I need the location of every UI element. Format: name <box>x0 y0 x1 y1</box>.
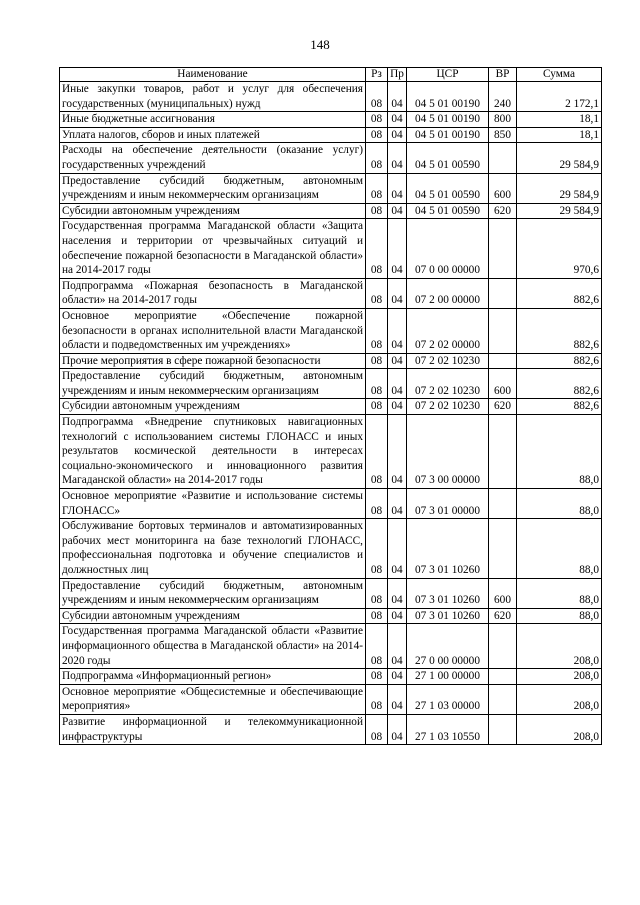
cell-rz: 08 <box>366 578 388 608</box>
cell-csr: 04 5 01 00590 <box>407 203 489 219</box>
cell-rz: 08 <box>366 624 388 669</box>
table-row <box>60 608 602 624</box>
table-row <box>60 578 602 608</box>
header-vr: ВР <box>489 68 517 82</box>
cell-vr: 600 <box>489 369 517 399</box>
cell-pr: 04 <box>388 278 407 308</box>
cell-rz: 08 <box>366 278 388 308</box>
cell-rz: 08 <box>366 415 388 489</box>
table-row <box>60 353 602 369</box>
cell-csr: 04 5 01 00590 <box>407 143 489 173</box>
table-row <box>60 369 602 399</box>
header-csr: ЦСР <box>407 68 489 82</box>
cell-csr: 07 3 01 10260 <box>407 519 489 578</box>
cell-rz: 08 <box>366 399 388 415</box>
cell-csr: 27 1 03 00000 <box>407 684 489 714</box>
table-row <box>60 415 602 489</box>
cell-csr: 07 2 02 10230 <box>407 399 489 415</box>
cell-name: Развитие информационной и телекоммуникационной инфраструктуры <box>60 714 366 744</box>
cell-rz: 08 <box>366 219 388 278</box>
cell-sum: 2 172,1 <box>517 82 602 112</box>
cell-vr <box>489 489 517 519</box>
cell-rz: 08 <box>366 489 388 519</box>
cell-pr: 04 <box>388 219 407 278</box>
cell-rz: 08 <box>366 369 388 399</box>
cell-vr: 620 <box>489 608 517 624</box>
cell-name: Прочие мероприятия в сфере пожарной безопасности <box>60 353 366 369</box>
cell-sum: 882,6 <box>517 308 602 353</box>
cell-rz: 08 <box>366 519 388 578</box>
cell-csr: 27 1 03 10550 <box>407 714 489 744</box>
cell-rz: 08 <box>366 82 388 112</box>
cell-csr: 04 5 01 00590 <box>407 173 489 203</box>
header-name: Наименование <box>60 68 366 82</box>
cell-sum: 208,0 <box>517 669 602 685</box>
cell-vr: 240 <box>489 82 517 112</box>
cell-sum: 88,0 <box>517 519 602 578</box>
table-row <box>60 143 602 173</box>
cell-vr: 850 <box>489 127 517 143</box>
cell-pr: 04 <box>388 578 407 608</box>
cell-pr: 04 <box>388 489 407 519</box>
cell-name: Уплата налогов, сборов и иных платежей <box>60 127 366 143</box>
cell-vr: 620 <box>489 203 517 219</box>
cell-rz: 08 <box>366 353 388 369</box>
table-row <box>60 173 602 203</box>
cell-csr: 07 0 00 00000 <box>407 219 489 278</box>
cell-sum: 29 584,9 <box>517 203 602 219</box>
cell-vr <box>489 353 517 369</box>
cell-vr <box>489 684 517 714</box>
cell-name: Субсидии автономным учреждениям <box>60 203 366 219</box>
cell-name: Предоставление субсидий бюджетным, автономным учреждениям и иным некоммерческим организациям <box>60 173 366 203</box>
table-header-row <box>60 68 602 82</box>
cell-vr <box>489 624 517 669</box>
cell-sum: 29 584,9 <box>517 143 602 173</box>
cell-pr: 04 <box>388 353 407 369</box>
cell-sum: 882,6 <box>517 399 602 415</box>
cell-sum: 882,6 <box>517 278 602 308</box>
cell-name: Основное мероприятие «Общесистемные и обеспечивающие мероприятия» <box>60 684 366 714</box>
page-number: 148 <box>310 37 330 52</box>
cell-vr <box>489 519 517 578</box>
cell-csr: 07 2 02 10230 <box>407 353 489 369</box>
cell-name: Предоставление субсидий бюджетным, автономным учреждениям и иным некоммерческим организациям <box>60 369 366 399</box>
cell-rz: 08 <box>366 173 388 203</box>
cell-csr: 07 3 00 00000 <box>407 415 489 489</box>
cell-sum: 882,6 <box>517 353 602 369</box>
cell-pr: 04 <box>388 608 407 624</box>
cell-vr: 600 <box>489 578 517 608</box>
cell-name: Государственная программа Магаданской области «Развитие информационного общества в Магаданской области» на 2014-2020 годы <box>60 624 366 669</box>
cell-sum: 970,6 <box>517 219 602 278</box>
table-row <box>60 127 602 143</box>
header-pr: Пр <box>388 68 407 82</box>
cell-rz: 08 <box>366 112 388 128</box>
cell-csr: 07 2 02 10230 <box>407 369 489 399</box>
cell-pr: 04 <box>388 112 407 128</box>
cell-pr: 04 <box>388 714 407 744</box>
table-row <box>60 684 602 714</box>
cell-sum: 88,0 <box>517 489 602 519</box>
cell-name: Расходы на обеспечение деятельности (оказание услуг) государственных учреждений <box>60 143 366 173</box>
cell-name: Основное мероприятие «Развитие и использование системы ГЛОНАСС» <box>60 489 366 519</box>
cell-name: Иные бюджетные ассигнования <box>60 112 366 128</box>
cell-name: Предоставление субсидий бюджетным, автономным учреждениям и иным некоммерческим организациям <box>60 578 366 608</box>
table-row <box>60 112 602 128</box>
cell-vr <box>489 415 517 489</box>
cell-pr: 04 <box>388 415 407 489</box>
budget-table <box>59 67 602 745</box>
cell-sum: 88,0 <box>517 608 602 624</box>
cell-vr: 600 <box>489 173 517 203</box>
cell-sum: 882,6 <box>517 369 602 399</box>
cell-pr: 04 <box>388 127 407 143</box>
header-sum: Сумма <box>517 68 602 82</box>
table-row <box>60 203 602 219</box>
cell-pr: 04 <box>388 624 407 669</box>
cell-csr: 04 5 01 00190 <box>407 112 489 128</box>
cell-name: Субсидии автономным учреждениям <box>60 399 366 415</box>
cell-csr: 04 5 01 00190 <box>407 82 489 112</box>
cell-pr: 04 <box>388 173 407 203</box>
table-row <box>60 519 602 578</box>
cell-pr: 04 <box>388 369 407 399</box>
cell-vr <box>489 308 517 353</box>
cell-sum: 208,0 <box>517 624 602 669</box>
cell-vr <box>489 714 517 744</box>
cell-rz: 08 <box>366 684 388 714</box>
table-row <box>60 669 602 685</box>
cell-name: Подпрограмма «Пожарная безопасность в Магаданской области» на 2014-2017 годы <box>60 278 366 308</box>
cell-rz: 08 <box>366 308 388 353</box>
cell-pr: 04 <box>388 684 407 714</box>
cell-pr: 04 <box>388 669 407 685</box>
cell-pr: 04 <box>388 399 407 415</box>
cell-csr: 07 3 01 10260 <box>407 608 489 624</box>
cell-rz: 08 <box>366 143 388 173</box>
cell-csr: 07 2 02 00000 <box>407 308 489 353</box>
cell-name: Иные закупки товаров, работ и услуг для обеспечения государственных (муниципальных) нужд <box>60 82 366 112</box>
cell-name: Государственная программа Магаданской области «Защита населения и территории от чрезвычайных ситуаций и обеспечение пожарной безопасности в Магаданской области» на 2014-2017 годы <box>60 219 366 278</box>
cell-name: Подпрограмма «Внедрение спутниковых навигационных технологий с использованием системы ГЛОНАСС и иных результатов космической деятельности в интересах социально-экономического и инновационного развития Магаданской области» на 2014-2017 годы <box>60 415 366 489</box>
table-row <box>60 624 602 669</box>
table-row <box>60 278 602 308</box>
table-row <box>60 714 602 744</box>
cell-rz: 08 <box>366 127 388 143</box>
cell-sum: 29 584,9 <box>517 173 602 203</box>
cell-sum: 208,0 <box>517 684 602 714</box>
cell-csr: 04 5 01 00190 <box>407 127 489 143</box>
cell-vr <box>489 278 517 308</box>
table-row <box>60 308 602 353</box>
cell-pr: 04 <box>388 519 407 578</box>
table-row <box>60 82 602 112</box>
table-row <box>60 399 602 415</box>
cell-pr: 04 <box>388 82 407 112</box>
cell-sum: 88,0 <box>517 578 602 608</box>
cell-vr: 620 <box>489 399 517 415</box>
cell-name: Субсидии автономным учреждениям <box>60 608 366 624</box>
cell-rz: 08 <box>366 608 388 624</box>
cell-sum: 88,0 <box>517 415 602 489</box>
cell-csr: 07 3 01 00000 <box>407 489 489 519</box>
cell-csr: 27 1 00 00000 <box>407 669 489 685</box>
header-rz: Рз <box>366 68 388 82</box>
cell-rz: 08 <box>366 203 388 219</box>
cell-csr: 27 0 00 00000 <box>407 624 489 669</box>
cell-vr: 800 <box>489 112 517 128</box>
table-row <box>60 219 602 278</box>
cell-vr <box>489 219 517 278</box>
cell-pr: 04 <box>388 143 407 173</box>
cell-sum: 18,1 <box>517 127 602 143</box>
cell-pr: 04 <box>388 308 407 353</box>
cell-rz: 08 <box>366 669 388 685</box>
cell-vr <box>489 669 517 685</box>
cell-rz: 08 <box>366 714 388 744</box>
cell-sum: 208,0 <box>517 714 602 744</box>
cell-name: Основное мероприятие «Обеспечение пожарной безопасности в органах исполнительной власти Магаданской области и подведомственных им учреждениях» <box>60 308 366 353</box>
cell-csr: 07 3 01 10260 <box>407 578 489 608</box>
cell-csr: 07 2 00 00000 <box>407 278 489 308</box>
table-row <box>60 489 602 519</box>
cell-name: Обслуживание бортовых терминалов и автоматизированных рабочих мест мониторинга на базе технологий ГЛОНАСС, профессиональная подготовка и обучение специалистов и должностных лиц <box>60 519 366 578</box>
table-body <box>60 82 602 745</box>
cell-sum: 18,1 <box>517 112 602 128</box>
cell-name: Подпрограмма «Информационный регион» <box>60 669 366 685</box>
cell-vr <box>489 143 517 173</box>
cell-pr: 04 <box>388 203 407 219</box>
